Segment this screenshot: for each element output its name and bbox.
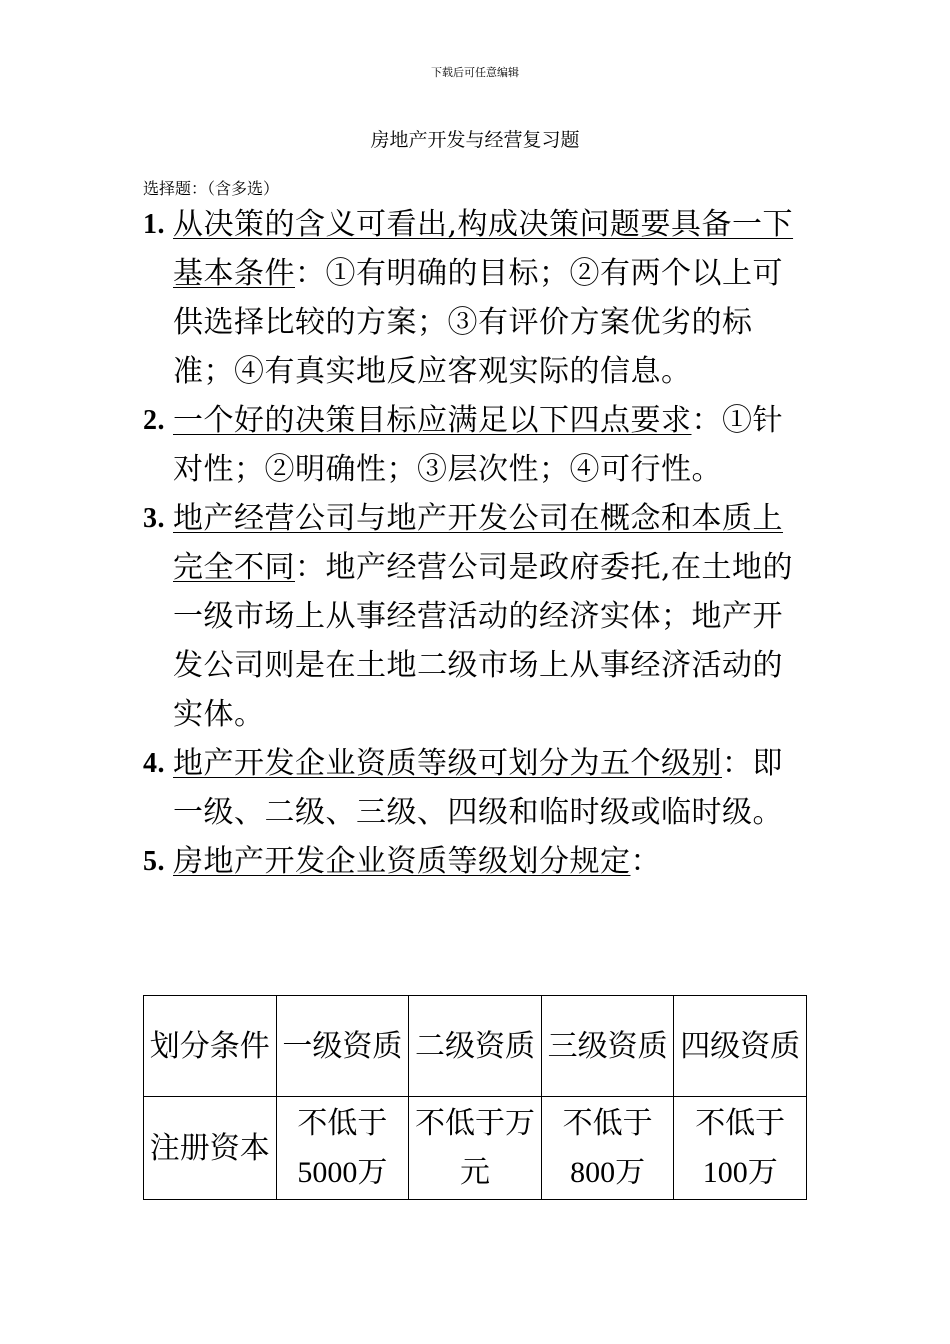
question-key-phrase: 地产经营公司与地产开发公司在概念和本质上完全不同 — [173, 501, 783, 585]
question-key-phrase: 从决策的含义可看出,构成决策问题要具备一下基本条件 — [173, 207, 794, 291]
question-text: ：即一级、二级、三级、四级和临时级或临时级。 — [173, 746, 783, 830]
table-header-row — [144, 996, 807, 1097]
table-header-cell: 划分条件 — [144, 996, 277, 1097]
question-item — [143, 396, 808, 494]
table-header-cell: 三级资质 — [541, 996, 674, 1097]
table-cell: 不低于800万 — [541, 1097, 674, 1200]
table-cell: 注册资本 — [144, 1097, 277, 1200]
question-item — [143, 200, 808, 396]
question-text: ：地产经营公司是政府委托,在土地的一级市场上从事经营活动的经济实体；地产开发公司则是在土地二级市场上从事经济活动的实体。 — [173, 550, 794, 732]
question-text: ： — [630, 844, 661, 879]
table-header-cell: 四级资质 — [674, 996, 807, 1097]
question-text: ：①针对性；②明确性；③层次性；④可行性。 — [173, 403, 783, 487]
header-note: 下载后可任意编辑 — [431, 66, 519, 79]
question-key-phrase: 房地产开发企业资质等级划分规定 — [173, 844, 631, 879]
question-key-phrase: 一个好的决策目标应满足以下四点要求 — [173, 403, 692, 438]
qualification-table — [143, 995, 807, 1200]
table-cell: 不低于万元 — [409, 1097, 542, 1200]
question-number: 3. — [143, 503, 165, 534]
question-item — [143, 837, 808, 886]
table-header-cell: 一级资质 — [276, 996, 409, 1097]
table-cell: 不低于100万 — [674, 1097, 807, 1200]
question-number: 2. — [143, 405, 165, 436]
question-item — [143, 494, 808, 739]
section-label: 选择题：（含多选） — [143, 179, 280, 198]
question-number: 1. — [143, 209, 165, 240]
question-list — [143, 200, 808, 886]
question-key-phrase: 地产开发企业资质等级可划分为五个级别 — [173, 746, 722, 781]
table-cell: 不低于5000万 — [276, 1097, 409, 1200]
question-number: 4. — [143, 748, 165, 779]
table-header-cell: 二级资质 — [409, 996, 542, 1097]
table-row — [144, 1097, 807, 1200]
question-number: 5. — [143, 846, 165, 877]
question-item — [143, 739, 808, 837]
document-title: 房地产开发与经营复习题 — [370, 129, 580, 151]
question-text: ：①有明确的目标；②有两个以上可供选择比较的方案；③有评价方案优劣的标准；④有真实地反应客观实际的信息。 — [173, 256, 783, 389]
